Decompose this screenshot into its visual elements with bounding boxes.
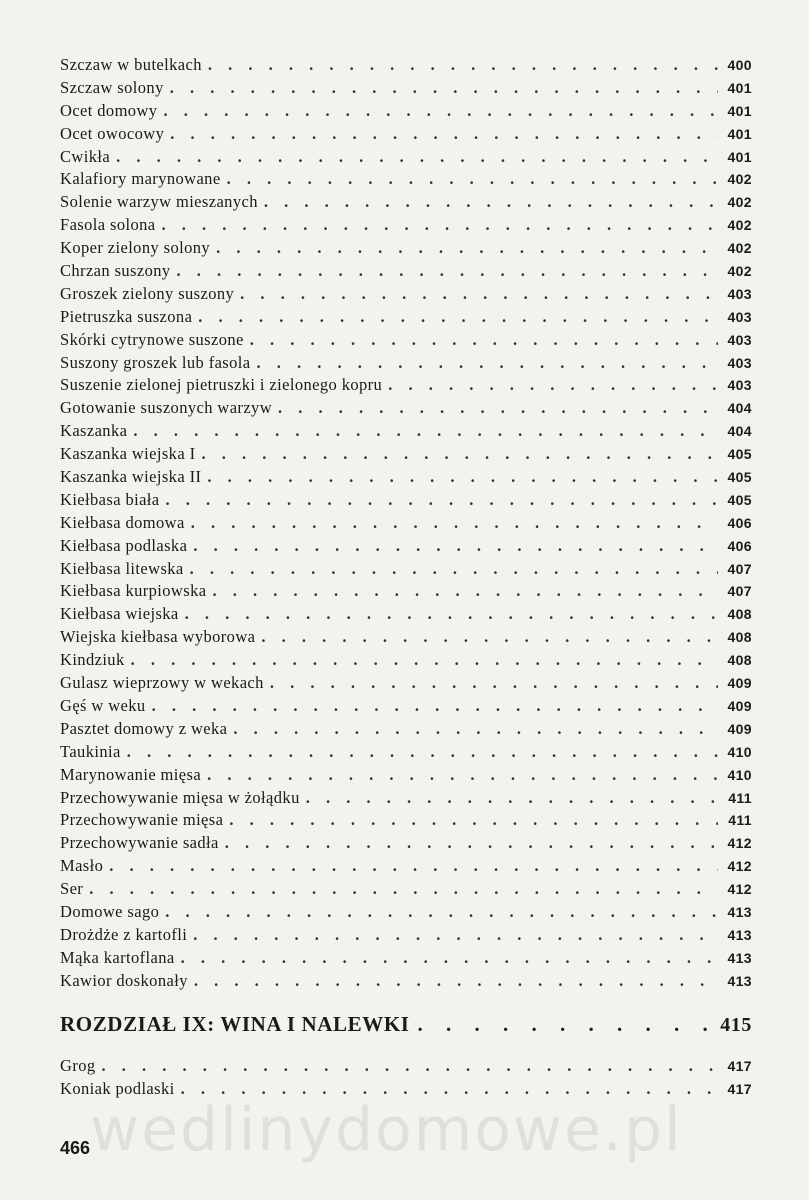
entry-title: Kiełbasa litewska [60,558,184,578]
entry-page: 413 [727,903,752,920]
entry-title: Kaszanka wiejska II [60,467,202,487]
toc-entry [60,718,752,741]
dot-leader [250,329,718,352]
toc-entry [60,443,752,466]
entry-page: 404 [727,423,752,440]
dot-leader [201,443,718,466]
entry-page: 407 [727,583,752,600]
dot-leader [163,100,718,123]
toc-entry [60,580,752,603]
toc-entry [60,855,752,878]
entry-title: Koper zielony solony [60,238,211,258]
dot-leader [306,787,718,810]
dot-leader [388,374,718,397]
toc-entry [60,924,752,947]
toc-entry [60,603,752,626]
entry-page: 400 [727,57,752,73]
toc-entry [60,54,752,77]
entry-page: 405 [727,446,752,463]
entry-page: 402 [727,217,752,234]
entry-page: 408 [727,629,752,646]
entry-title: Gulasz wieprzowy w wekach [60,673,264,693]
entry-title: Pietruszka suszona [60,306,193,326]
entry-title: Grog [60,1056,96,1075]
entry-title: Marynowanie mięsa [60,764,202,784]
dot-leader [161,214,718,237]
dot-leader [109,855,718,878]
toc-entry [60,77,752,100]
watermark: wedlinydomowe.pl [90,1095,683,1165]
entry-page: 410 [727,766,752,783]
entry-title: Suszenie zielonej pietruszki i zielonego kopru [60,375,383,395]
entry-title: Solenie warzyw mieszanych [60,192,258,212]
dot-leader [240,283,718,306]
dot-leader [257,352,719,375]
chapter-title: ROZDZIAŁ IX: WINA I NALEWKI [60,1012,410,1036]
entry-title: Przechowywanie mięsa w żołądku [60,787,300,807]
entry-page: 412 [727,858,752,875]
entry-title: Groszek zielony suszony [60,283,235,303]
toc-entry [60,901,752,924]
entry-title: Cwikła [60,146,111,166]
entry-page: 413 [727,926,752,943]
toc-entry [60,420,752,443]
dot-leader [207,764,718,787]
entry-page: 403 [727,354,752,371]
toc-entry [60,168,752,191]
chapter-page: 415 [720,1014,752,1036]
toc-entry [60,214,752,237]
toc-entry [60,970,752,993]
entry-page: 408 [727,652,752,669]
entry-page: 411 [728,789,752,806]
entry-title: Masło [60,856,104,876]
dot-leader [229,809,718,832]
entry-title: Ocet owocowy [60,123,165,143]
entry-title: Mąka kartoflana [60,947,175,967]
entry-page: 411 [728,812,752,829]
entry-page: 403 [727,308,752,325]
dot-leader [152,695,718,718]
entry-page: 407 [727,560,752,577]
dot-leader [133,420,718,443]
toc-entry [60,237,752,260]
entry-page: 401 [727,79,752,96]
dot-leader [418,1012,716,1037]
toc-entry [60,397,752,420]
toc-entry [60,832,752,855]
dot-leader [102,1055,718,1078]
toc-entry [60,466,752,489]
dot-leader [264,191,718,214]
entry-page: 402 [727,263,752,280]
toc-entry [60,489,752,512]
entry-title: Wiejska kiełbasa wyborowa [60,627,256,647]
entry-page: 402 [727,171,752,188]
toc-entry [60,512,752,535]
chapter-heading [60,1012,752,1037]
toc-entry [60,191,752,214]
entry-title: Ser [60,879,84,899]
dot-leader [193,924,718,947]
entry-title: Gotowanie suszonych warzyw [60,398,273,418]
entry-title: Szczaw w butelkach [60,55,202,74]
dot-leader [225,832,718,855]
dot-leader [181,947,718,970]
entry-page: 405 [727,469,752,486]
toc-entry [60,329,752,352]
entry-page: 406 [727,537,752,554]
entry-page: 409 [727,697,752,714]
entry-page: 405 [727,491,752,508]
entry-page: 403 [727,377,752,394]
entry-title: Ocet domowy [60,100,158,120]
entry-page: 403 [727,331,752,348]
dot-leader [207,466,718,489]
dot-leader [261,626,718,649]
dot-leader [278,397,718,420]
dot-leader [227,168,718,191]
toc-entry [60,947,752,970]
entry-title: Chrzan suszony [60,261,171,281]
entry-title: Fasola solona [60,215,156,235]
dot-leader [170,77,718,100]
toc-entry [60,535,752,558]
entry-page: 404 [727,400,752,417]
entry-title: Szczaw solony [60,77,164,97]
toc-entry [60,352,752,375]
entry-title: Przechowywanie sadła [60,833,219,853]
dot-leader [116,146,718,169]
entry-title: Gęś w weku [60,695,146,715]
entry-title: Pasztet domowy z weka [60,718,228,738]
entry-title: Taukinia [60,741,121,761]
entry-page: 401 [727,125,752,142]
entry-title: Kiełbasa wiejska [60,604,179,624]
toc-entry [60,787,752,810]
entry-title: Kiełbasa domowa [60,512,185,532]
dot-leader [165,901,718,924]
dot-leader [177,260,718,283]
entry-title: Domowe sago [60,901,160,921]
dot-leader [170,123,718,146]
toc-entry [60,1055,752,1078]
entry-title: Przechowywanie mięsa [60,810,224,830]
entry-page: 401 [727,102,752,119]
dot-leader [193,535,718,558]
toc-entry [60,100,752,123]
dot-leader [233,718,718,741]
dot-leader [185,603,718,626]
entry-page: 409 [727,720,752,737]
entry-page: 417 [727,1080,752,1097]
entry-page: 413 [727,949,752,966]
page-number: 466 [60,1138,91,1158]
entry-title: Skórki cytrynowe suszone [60,329,244,349]
entry-title: Kaszanka [60,421,128,441]
dot-leader [190,558,718,581]
toc-entry [60,695,752,718]
entry-title: Kawior doskonały [60,970,188,990]
entry-title: Kiełbasa kurpiowska [60,581,207,601]
toc-entry [60,283,752,306]
toc-entry [60,260,752,283]
entry-page: 413 [727,972,752,989]
entry-page: 408 [727,606,752,623]
toc-entry [60,558,752,581]
entry-page: 412 [727,881,752,898]
dot-leader [194,970,718,993]
toc-entry [60,649,752,672]
entry-title: Kalafiory marynowane [60,169,221,189]
dot-leader [191,512,718,535]
dot-leader [198,306,718,329]
dot-leader [89,878,718,901]
entry-title: Suszony groszek lub fasola [60,352,251,372]
entry-page: 410 [727,743,752,760]
entry-page: 406 [727,514,752,531]
toc-entry [60,741,752,764]
dot-leader [212,580,718,603]
table-of-contents [60,54,752,993]
entry-title: Kaszanka wiejska I [60,444,196,464]
dot-leader [166,489,718,512]
entry-page: 401 [727,148,752,165]
entry-page: 403 [727,285,752,302]
dot-leader [208,54,718,77]
entry-title: Kiełbasa podlaska [60,535,188,555]
entry-title: Koniak podlaski [60,1078,175,1098]
toc-entry [60,764,752,787]
entry-page: 417 [727,1058,752,1074]
dot-leader [127,741,718,764]
entry-page: 402 [727,240,752,257]
toc-entry [60,809,752,832]
entry-page: 412 [727,835,752,852]
entry-title: Drożdże z kartofli [60,924,188,944]
entry-page: 402 [727,194,752,211]
entry-title: Kiełbasa biała [60,489,160,509]
dot-leader [270,672,718,695]
toc-entry [60,146,752,169]
toc-entry [60,374,752,397]
toc-entry [60,672,752,695]
entry-page: 409 [727,675,752,692]
chapter-entries [60,1055,752,1101]
toc-entry [60,878,752,901]
toc-entry [60,306,752,329]
toc-entry [60,626,752,649]
entry-title: Kindziuk [60,650,125,670]
dot-leader [216,237,718,260]
dot-leader [131,649,718,672]
toc-entry [60,123,752,146]
